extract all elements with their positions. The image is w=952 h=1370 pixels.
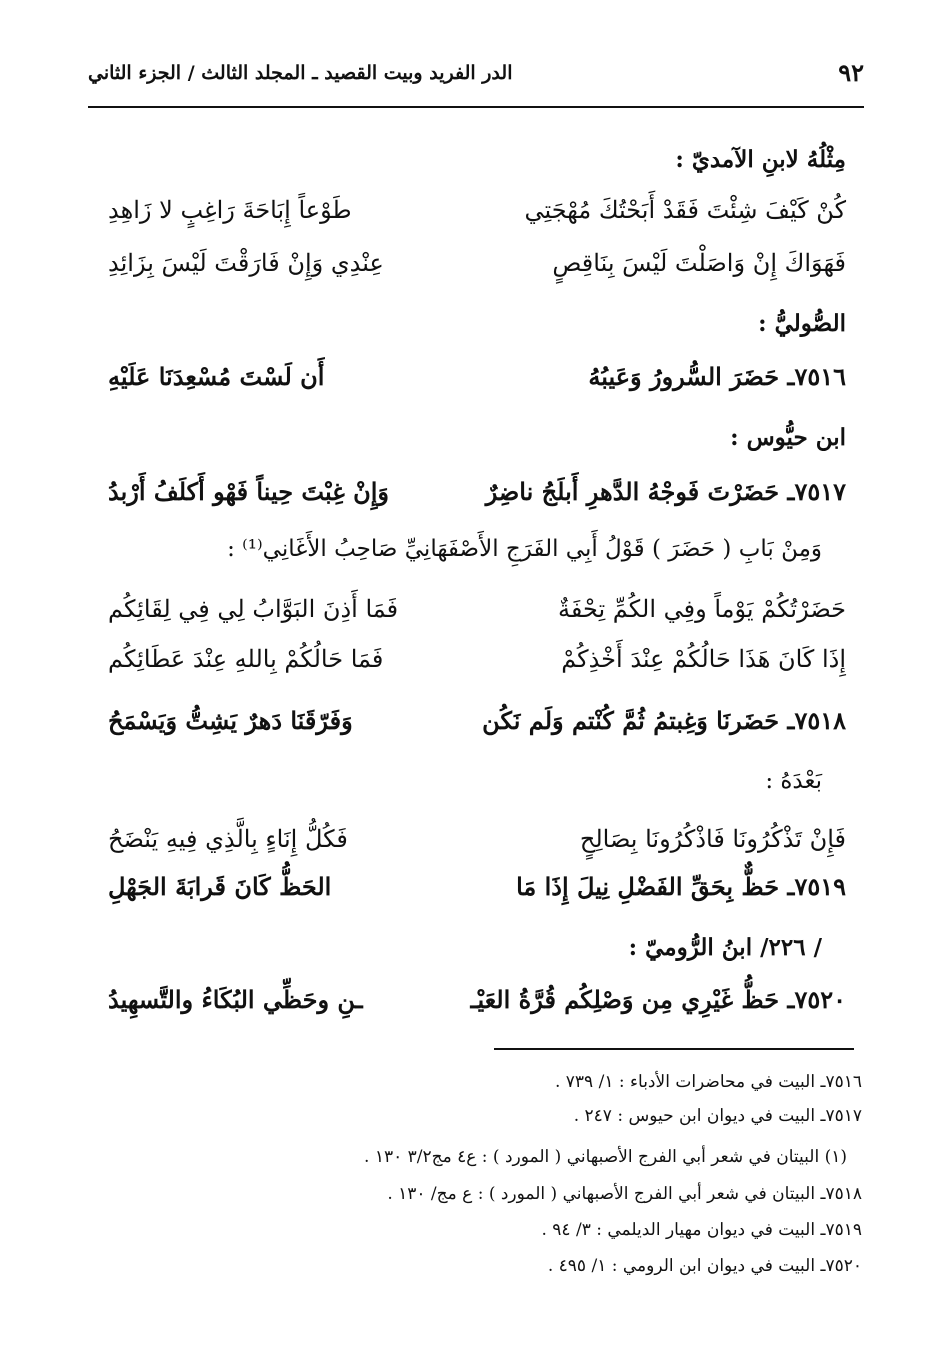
running-title: الدر الفريد وبيت القصيد ـ المجلد الثالث / الجزء الثاني <box>88 62 513 84</box>
verse-7516-second: أَن لَسْتَ مُسْعِدَنَا عَلَيْهِ <box>108 362 325 391</box>
verse-second-hemistich: فَمَا حَالُكُمْ بِاللهِ عِنْدَ عَطَائِكُم <box>108 645 384 673</box>
footnote-divider <box>494 1048 854 1050</box>
verse-7519-second: الحَظُّ كَانَ قَرابَةَ الجَهْلِ <box>108 872 332 901</box>
footnote: ٧٥١٧ـ البيت في ديوان ابن حيوس : ٢٤٧ . <box>573 1106 862 1126</box>
verse-7519-first: ٧٥١٩ـ حَظٌّ بِحَقِّ الفَضْلِ نِيلَ إِذَا مَا <box>516 872 846 901</box>
verse-7516-first: ٧٥١٦ـ حَضَرَ السُّرورُ وَعَيبُهُ <box>588 362 846 391</box>
verse-first-hemistich: حَضَرْتُكُمْ يَوْماً وفِي الكُمِّ تِحْفَةٌ <box>557 595 846 623</box>
verse-first-hemistich: فَإِنْ تَذْكُرُونَا فَاذْكُرُونَا بِصَالِحٍ <box>579 825 846 853</box>
poet-label: / ٢٢٦/ ابنُ الرُّوميّ : <box>628 934 822 961</box>
verse-7517-first: ٧٥١٧ـ حَضَرْتَ فَوجْهُ الدَّهرِ أَبلَجُ ناضِرٌ <box>485 477 846 506</box>
prose-paragraph: وَمِنْ بَابِ ( حَضَرَ ) قَوْلُ أَبِي الفَرَجِ الأَصْفَهَانِيِّ صَاحِبُ الأَغَانِي⁽¹⁾ : <box>227 536 822 562</box>
page-number: ٩٢ <box>838 58 864 87</box>
footnote: ٧٥١٦ـ البيت في محاضرات الأدباء : ١/ ٧٣٩ . <box>554 1072 862 1092</box>
footnote: (١) البيتان في شعر أبي الفرج الأصبهاني ( المورد ) : ع٤ مج٣/٢ ١٣٠ . <box>364 1147 847 1167</box>
verse-second-hemistich: عِنْدِي وَإِنْ فَارَقْتَ لَيْسَ بِزَائِدِ <box>108 249 384 277</box>
verse-second-hemistich: طَوْعاً إِبَاحَةَ رَاغِبٍ لا زَاهِدِ <box>108 196 352 224</box>
verse-7520-second: ـنِ وحَظِّي البُكَاءُ والتَّسهِيدُ <box>108 985 363 1014</box>
poet-label: الصُّوليُّ : <box>758 310 846 337</box>
transition-label: بَعْدَهُ : <box>765 768 822 794</box>
verse-7517-second: وَإِنْ غِبْتَ حِيناً فَهْو أَكلَفُ أَرْبدُ <box>108 477 390 506</box>
verse-7520-first: ٧٥٢٠ـ حَظُّ غَيْرِي مِن وَصْلِكُم قُرَّةُ العَيْـ <box>470 985 846 1014</box>
verse-7518-second: وَفَرّقَنَا دَهرٌ يَشِتُّ وَيَسْمَحُ <box>108 706 353 735</box>
header-divider <box>88 106 864 108</box>
poet-label: مِثْلُهُ لابنِ الآمديّ : <box>675 146 846 173</box>
poet-label: ابن حيُّوس : <box>730 424 846 451</box>
footnote: ٧٥١٨ـ البيتان في شعر أبي الفرج الأصبهاني ( المورد ) : ع مج/ ١٣٠ . <box>387 1184 862 1204</box>
verse-second-hemistich: فَمَا أَذِنَ البَوَّابُ لِي فِي لِقَائِكُم <box>108 595 399 623</box>
verse-first-hemistich: إِذَا كَانَ هَذَا حَالُكُمْ عِنْدَ أَخْذِكُمْ <box>561 645 846 673</box>
verse-7518-first: ٧٥١٨ـ حَضَرنَا وَغِبتمُ ثُمَّ كُنْتم وَلَم نَكُن <box>482 706 846 735</box>
footnote: ٧٥٢٠ـ البيت في ديوان ابن الرومي : ١/ ٤٩٥ . <box>547 1256 862 1276</box>
verse-first-hemistich: كُنْ كَيْفَ شِئْتَ فَقَدْ أَبَحْتُكَ مُهْجَتِي <box>524 196 846 224</box>
footnote: ٧٥١٩ـ البيت في ديوان مهيار الديلمي : ٣/ ٩٤ . <box>541 1220 862 1240</box>
verse-second-hemistich: فَكُلُّ إِنَاءٍ بِالَّذِي فِيهِ يَنْضَحُ <box>108 825 348 853</box>
page-header <box>88 58 864 98</box>
verse-first-hemistich: فَهَوَاكَ إِنْ وَاصَلْتَ لَيْسَ بِنَاقِصٍ <box>552 249 846 277</box>
